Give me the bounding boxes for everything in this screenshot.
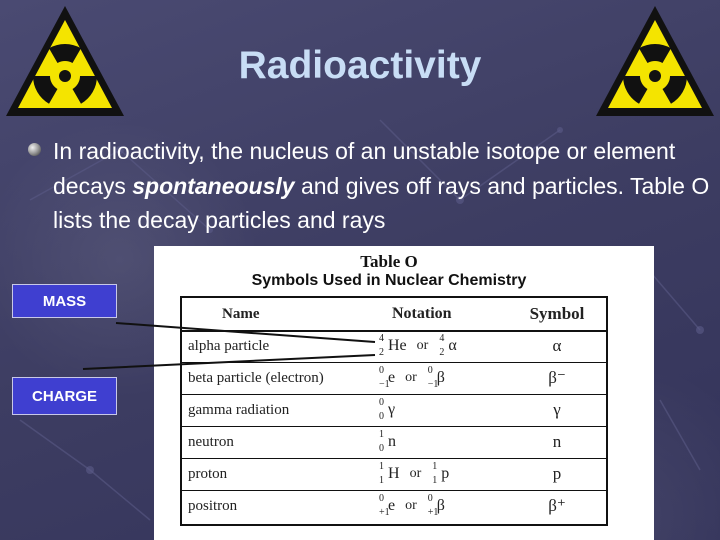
particle-name: positron <box>188 497 238 514</box>
mass-number: 0 <box>427 365 433 376</box>
mass-label: MASS <box>12 284 117 318</box>
header-name: Name <box>222 305 260 322</box>
charge-number: 2 <box>379 347 384 358</box>
bullet-text-part: and gives off rays and particles. Table O lists the decay particles and rays <box>53 172 710 233</box>
slide-title: Radioactivity <box>238 44 482 87</box>
particle-symbol: β⁻ <box>548 368 566 387</box>
charge-number: 0 <box>379 411 384 422</box>
nuclide-symbol: e <box>388 369 396 386</box>
mass-number: 1 <box>379 461 384 472</box>
particle-symbol: γ <box>553 400 561 419</box>
particle-name: beta particle (electron) <box>188 369 324 386</box>
charge-number: −1 <box>379 379 390 390</box>
nuclide-symbol: He <box>388 337 407 354</box>
or-text: or <box>405 498 417 513</box>
particle-symbol: α <box>552 336 562 355</box>
or-text: or <box>405 370 417 385</box>
particle-symbol: n <box>552 432 562 451</box>
particle-symbol: β⁺ <box>548 496 566 515</box>
mass-number: 4 <box>439 333 445 344</box>
mass-number: 4 <box>379 333 384 344</box>
charge-number: 1 <box>432 475 438 486</box>
nuclide-symbol: γ <box>388 401 396 418</box>
or-text: or <box>409 466 422 481</box>
table-subtitle: Symbols Used in Nuclear Chemistry <box>251 272 527 289</box>
nuclide-symbol: H <box>388 465 400 482</box>
particle-name: proton <box>188 465 228 482</box>
particle-symbol: p <box>552 464 562 483</box>
mass-number: 0 <box>379 493 384 504</box>
mass-number: 0 <box>427 493 433 504</box>
nuclide-symbol: α <box>448 337 457 354</box>
header-notation: Notation <box>392 305 452 322</box>
charge-number: +1 <box>427 507 439 518</box>
header-symbol: Symbol <box>529 304 585 323</box>
charge-number: −1 <box>427 379 439 390</box>
mass-number: 0 <box>379 397 384 408</box>
mass-number: 1 <box>379 429 384 440</box>
emphasis-text: spontaneously <box>132 172 295 199</box>
mass-number: 1 <box>432 461 438 472</box>
charge-number: +1 <box>379 507 390 518</box>
bullet-text-part: In radioactivity, the nucleus of an unstable isotope or element decays <box>53 138 676 199</box>
nuclide-symbol: β <box>436 497 445 514</box>
nuclide-symbol: β <box>436 369 445 386</box>
nuclide-symbol: n <box>388 433 396 450</box>
charge-number: 0 <box>379 443 384 454</box>
mass-arrow <box>116 323 375 342</box>
charge-number: 2 <box>439 347 445 358</box>
nuclide-symbol: p <box>441 465 450 482</box>
particle-name: alpha particle <box>188 337 270 354</box>
or-text: or <box>416 338 429 353</box>
particle-name: neutron <box>188 433 234 450</box>
table-title: Table O <box>360 252 418 271</box>
nuclide-symbol: e <box>388 497 396 514</box>
particle-name: gamma radiation <box>188 401 290 418</box>
charge-number: 1 <box>379 475 384 486</box>
mass-number: 0 <box>379 365 384 376</box>
charge-label: CHARGE <box>12 377 117 415</box>
charge-arrow <box>83 355 375 369</box>
